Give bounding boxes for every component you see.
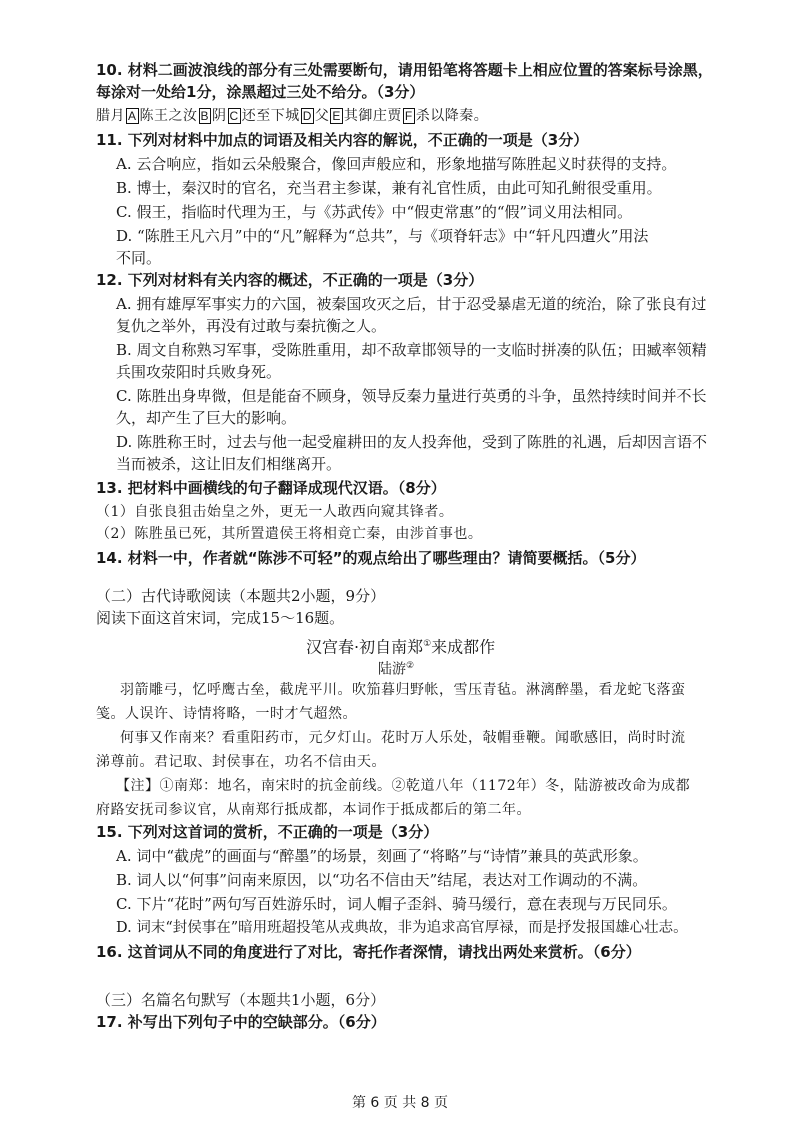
q12-option-d-cont: 当而被杀，这让旧友们相继离开。 — [116, 455, 342, 473]
q12-option-d: D. 陈胜称王时，过去与他一起受雇耕田的友人投奔他，受到了陈胜的礼遇，后却因言语不 — [116, 433, 708, 451]
poem-line-2: 笺。人误许、诗情将略，一时才气超然。 — [96, 706, 357, 722]
q11-option-b: B. 博士，秦汉时的官名，充当君主参谋，兼有礼官性质，由此可知孔鲋很受重用。 — [116, 179, 662, 197]
q11-option-d-cont: 不同。 — [116, 249, 162, 267]
poem-title-main: 汉宫春·初自南郑 — [306, 637, 424, 657]
q12-option-c: C. 陈胜出身卑微，但是能奋不顾身，领导反秦力量进行英勇的斗争，虽然持续时间并不长 — [116, 387, 707, 405]
q12-option-c-cont: 久，却产生了巨大的影响。 — [116, 409, 297, 427]
poem-title — [306, 634, 495, 657]
poem-title-end: 来成都作 — [431, 637, 496, 657]
section2-heading: （二）古代诗歌阅读（本题共2小题，9分） — [96, 587, 386, 605]
answer-box-e[interactable]: E — [332, 109, 341, 123]
q15-stem: 15. 下列对这首词的赏析，不正确的一项是（3分） — [96, 823, 439, 841]
q10-answer-line — [96, 106, 488, 126]
poem-note-line-2: 府路安抚司参议官，从南郑行抵成都，本词作于抵成都后的第二年。 — [96, 802, 531, 818]
q11-option-a: A. 云合响应，指如云朵般聚合，像回声般应和，形象地描写陈胜起义时获得的支持。 — [116, 155, 677, 173]
q10-stem-line2: 每涂对一处给1分，涂黑超过三处不给分。（3分） — [96, 83, 425, 101]
q12-option-a: A. 拥有雄厚军事实力的六国，被秦国攻灭之后，甘于忍受暴虐无道的统治，除了张良有过 — [116, 295, 707, 313]
page-number: 第 6 页 共 8 页 — [351, 1095, 449, 1111]
q17-stem: 17. 补写出下列句子中的空缺部分。（6分） — [96, 1013, 386, 1031]
q15-option-a: A. 词中“截虎”的画面与“醉墨”的场景，刻画了“将略”与“诗情”兼具的英武形象。 — [116, 847, 648, 865]
q10-stem-line1: 10. 材料二画波浪线的部分有三处需要断句，请用铅笔将答题卡上相应位置的答案标号涂黑， — [96, 61, 713, 79]
q12-option-b: B. 周文自称熟习军事，受陈胜重用，却不敌章邯领导的一支临时拼凑的队伍；田臧率领精 — [116, 341, 707, 359]
poem-author-note-mark: ② — [406, 661, 415, 671]
q15-option-d: D. 词末“封侯事在”暗用班超投笔从戎典故，非为追求高官厚禄，而是抒发报国雄心壮志。 — [116, 920, 688, 936]
q10-seg: 其御庄贾 — [343, 108, 402, 124]
q10-seg: 腊月 — [96, 108, 125, 124]
q12-stem: 12. 下列对材料有关内容的概述，不正确的一项是（3分） — [96, 271, 484, 289]
q16-stem: 16. 这首词从不同的角度进行了对比，寄托作者深情，请找出两处来赏析。（6分） — [96, 943, 641, 961]
poem-line-1: 羽箭雕弓，忆呼鹰古垒，截虎平川。吹笳暮归野帐，雪压青毡。淋漓醉墨，看龙蛇飞落蛮 — [120, 682, 686, 698]
q11-stem: 11. 下列对材料中加点的词语及相关内容的解说，不正确的一项是（3分） — [96, 131, 589, 149]
q10-seg: 还至下城 — [241, 108, 300, 124]
poem-note-line-1: 【注】①南郑：地名，南宋时的抗金前线。②乾道八年（1172年）冬，陆游被改命为成都 — [116, 778, 691, 794]
answer-box-c[interactable]: C — [229, 109, 239, 123]
q13-stem: 13. 把材料中画横线的句子翻译成现代汉语。（8分） — [96, 479, 446, 497]
q12-option-b-cont: 兵围攻荥阳时兵败身死。 — [116, 363, 282, 381]
q13-item-1: （1）自张良狙击始皇之外，更无一人敢西向窥其锋者。 — [96, 504, 454, 520]
poem-line-3: 何事又作南来？看重阳药市，元夕灯山。花时万人乐处，敧帽垂鞭。闻歌感旧，尚时时流 — [120, 730, 686, 746]
answer-box-d[interactable]: D — [302, 109, 312, 123]
q11-option-c: C. 假王，指临时代理为王，与《苏武传》中“假吏常惠”的“假”词义用法相同。 — [116, 203, 633, 221]
q15-option-b: B. 词人以“何事”问南来原因，以“功名不信由天”结尾，表达对工作调动的不满。 — [116, 871, 648, 889]
poem-author — [378, 656, 414, 680]
q11-option-d: D. “陈胜王凡六月”中的“凡”解释为“总共”，与《项脊轩志》中“轩凡四遭火”用法 — [116, 227, 649, 245]
q12-option-a-cont: 复仇之举外，再没有过敢与秦抗衡之人。 — [116, 317, 387, 335]
answer-box-f[interactable]: F — [404, 109, 413, 123]
q10-seg: 父 — [314, 108, 330, 124]
q15-option-c: C. 下片“花时”两句写百姓游乐时，词人帽子歪斜、骑马缓行，意在表现与万民同乐。 — [116, 895, 677, 913]
answer-box-b[interactable]: B — [200, 109, 210, 123]
poem-author-name: 陆游 — [378, 661, 406, 678]
q14-stem: 14. 材料一中，作者就“陈涉不可轻”的观点给出了哪些理由？请简要概括。（5分） — [96, 549, 646, 567]
q10-seg: 陈王之汝 — [139, 108, 198, 124]
poem-line-4: 涕尊前。君记取、封侯事在，功名不信由天。 — [96, 754, 386, 770]
poem-title-note-mark: ① — [423, 639, 432, 649]
answer-box-a[interactable]: A — [128, 109, 137, 123]
section3-heading: （三）名篇名句默写（本题共1小题，6分） — [96, 991, 386, 1009]
q13-item-2: （2）陈胜虽已死，其所置遣侯王将相竟亡秦，由涉首事也。 — [96, 526, 483, 542]
q10-seg: 阴 — [212, 108, 227, 124]
q10-seg: 杀以降秦。 — [415, 108, 489, 124]
section2-instruction: 阅读下面这首宋词，完成15～16题。 — [96, 609, 345, 627]
